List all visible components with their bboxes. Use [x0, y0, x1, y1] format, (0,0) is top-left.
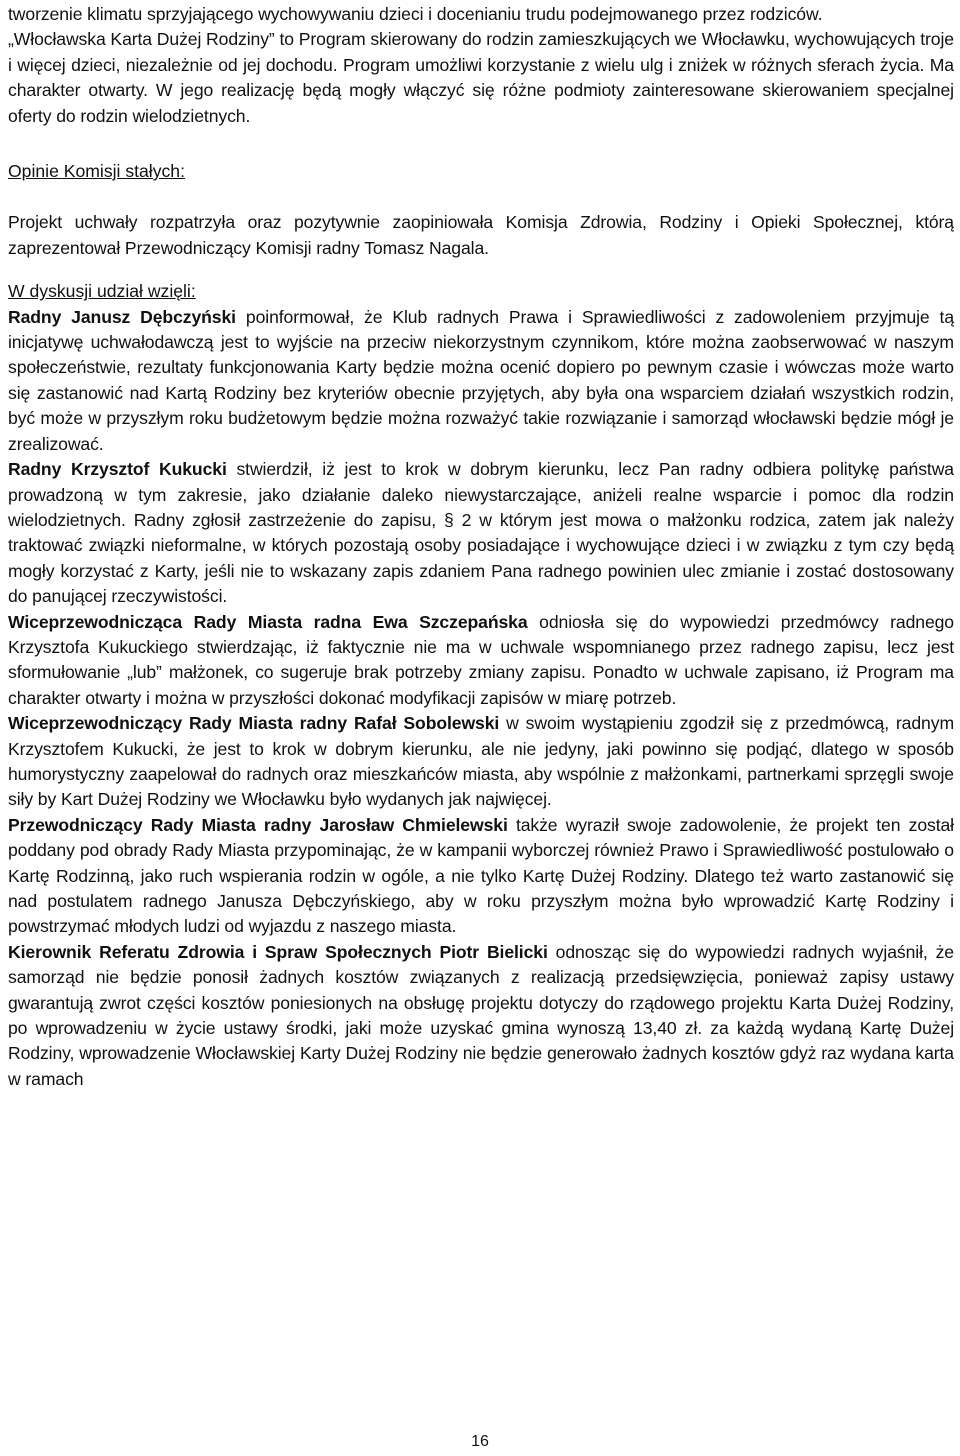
- discussion-entry-6: [8, 940, 954, 1092]
- statement-text: także wyraził swoje zadowolenie, że projekt ten został poddany pod obrady Rady Miasta przypominając, że w kampanii wyborczej również Prawo i Sprawiedliwość postulowało o Kartę Rodzinną, jako ruch wspierania rodzin w ogóle, a nie tylko Kartę Dużej Rodziny. Dlatego też warto zastanowić się nad postulatem radnego Janusza Dębczyńskiego, aby w roku przyszłym można było wprowadzić Kartę Rodziny i powstrzymać młodych ludzi od wyjazdu z naszego miasta.: [8, 814, 954, 937]
- intro-paragraph-1: tworzenie klimatu sprzyjającego wychowywaniu dzieci i docenianiu trudu podejmowanego przez rodziców.: [8, 4, 823, 24]
- speaker-name: Radny Krzysztof Kukucki: [8, 459, 227, 480]
- intro-paragraph-2: „Włocławska Karta Dużej Rodziny” to Program skierowany do rodzin zamieszkujących we Włocławku, wychowujących troje i więcej dzieci, niezależnie od jej dochodu. Program umożliwi korzystanie z wielu ulg i zniżek w różnych sferach życia. Ma charakter otwarty. W jego realizację będą mogły włączyć się różne podmioty zainteresowane skierowaniem specjalnej oferty do rodzin wielodzietnych.: [8, 29, 954, 126]
- speaker-name: Wiceprzewodnicząca Rady Miasta radna Ewa Szczepańska: [8, 611, 528, 632]
- discussion-heading: W dyskusji udział wzięli:: [8, 281, 196, 302]
- discussion-entry-1: [8, 305, 954, 457]
- statement-text: w swoim wystąpieniu zgodził się z przedmówcą, radnym Krzysztofem Kukucki, że jest to krok w dobrym kierunku, ale nie jedyny, jaki powinno się podjąć, dlatego w sposób humorystyczny zaapelował do radnych oraz mieszkańców miasta, aby wspólnie z małżonkami, partnerkami sprzęgli swoje siły by Kart Dużej Rodziny we Włocławku było wydanych jak najwięcej.: [8, 713, 954, 810]
- speaker-name: Wiceprzewodniczący Rady Miasta radny Rafał Sobolewski: [8, 713, 500, 734]
- speaker-name: Kierownik Referatu Zdrowia i Spraw Społecznych Piotr Bielicki: [8, 941, 548, 962]
- committees-text: Projekt uchwały rozpatrzyła oraz pozytywnie zaopiniowała Komisja Zdrowia, Rodziny i Opieki Społecznej, którą zaprezentował Przewodniczący Komisji radny Tomasz Nagala.: [8, 212, 954, 258]
- discussion-entry-2: [8, 457, 954, 609]
- discussion-entry-3: [8, 610, 954, 712]
- discussion-entry-5: [8, 813, 954, 940]
- statement-text: poinformował, że Klub radnych Prawa i Sprawiedliwości z zadowoleniem przyjmuje tą inicjatywę uchwałodawczą jest to wyjście na przeciw niekorzystnym czynnikom, które można zaobserwować w naszym społeczeństwie, rezultaty funkcjonowania Karty będzie można ocenić dopiero po pewnym czasie i wówczas może warto się zastanowić nad Kartą Rodziny bez kryteriów obecnie przyjętych, aby była ona wsparciem działań wszystkich rodzin, być może w przyszłym roku budżetowym będzie można rozważyć takie rozwiązanie i samorząd włocławski będzie mógł je zrealizować.: [8, 306, 955, 454]
- statement-text: stwierdził, iż jest to krok w dobrym kierunku, lecz Pan radny odbiera politykę państwa prowadzoną w tym zakresie, jako działanie daleko niewystarczające, aniżeli realne wsparcie i pomoc dla rodzin wielodzietnych. Radny zgłosił zastrzeżenie do zapisu, § 2 w którym jest mowa o małżonku rodzica, zatem jak należy traktować związki nieformalne, w których pozostają osoby posiadające i wychowujące dzieci i w związku z tym czy będą mogły korzystać z Karty, jeśli nie to wskazany zapis zdaniem Pana radnego powinien ulec zmianie i zostać dostosowany do panującej rzeczywistości.: [8, 459, 954, 607]
- statement-text: odniosła się do wypowiedzi przedmówcy radnego Krzysztofa Kukuckiego stwierdzając, iż faktycznie nie ma w uchwale wspomnianego przez radnego zapisu, lecz jest sformułowanie „lub” małżonek, co sugeruje brak potrzeby zmiany zapisu. Ponadto w uchwale zapisano, iż Program ma charakter otwarty i można w przyszłości dokonać modyfikacji zapisów w miarę potrzeb.: [8, 611, 954, 708]
- page-number: 16: [471, 1433, 489, 1450]
- statement-text: odnosząc się do wypowiedzi radnych wyjaśnił, że samorząd nie będzie ponosił żadnych kosztów związanych z realizacją przedsięwzięcia, ponieważ zapisy ustawy gwarantują zwrot części kosztów poniesionych na obsługę projektu dotyczy do rządowego projektu Karta Dużej Rodziny, po wprowadzeniu w życie ustawy środki, jaki może uzyskać gmina wynoszą 13,40 zł. za każdą wydaną Kartę Dużej Rodziny, wprowadzenie Włocławskiej Karty Dużej Rodziny nie będzie generowało żadnych kosztów gdyż raz wydana karta w ramach: [8, 941, 954, 1089]
- discussion-entry-4: [8, 711, 954, 813]
- speaker-name: Radny Janusz Dębczyński: [8, 306, 236, 327]
- speaker-name: Przewodniczący Rady Miasta radny Jarosław Chmielewski: [8, 814, 508, 835]
- document-page: [8, 2, 954, 1410]
- committees-heading: Opinie Komisji stałych:: [8, 161, 185, 182]
